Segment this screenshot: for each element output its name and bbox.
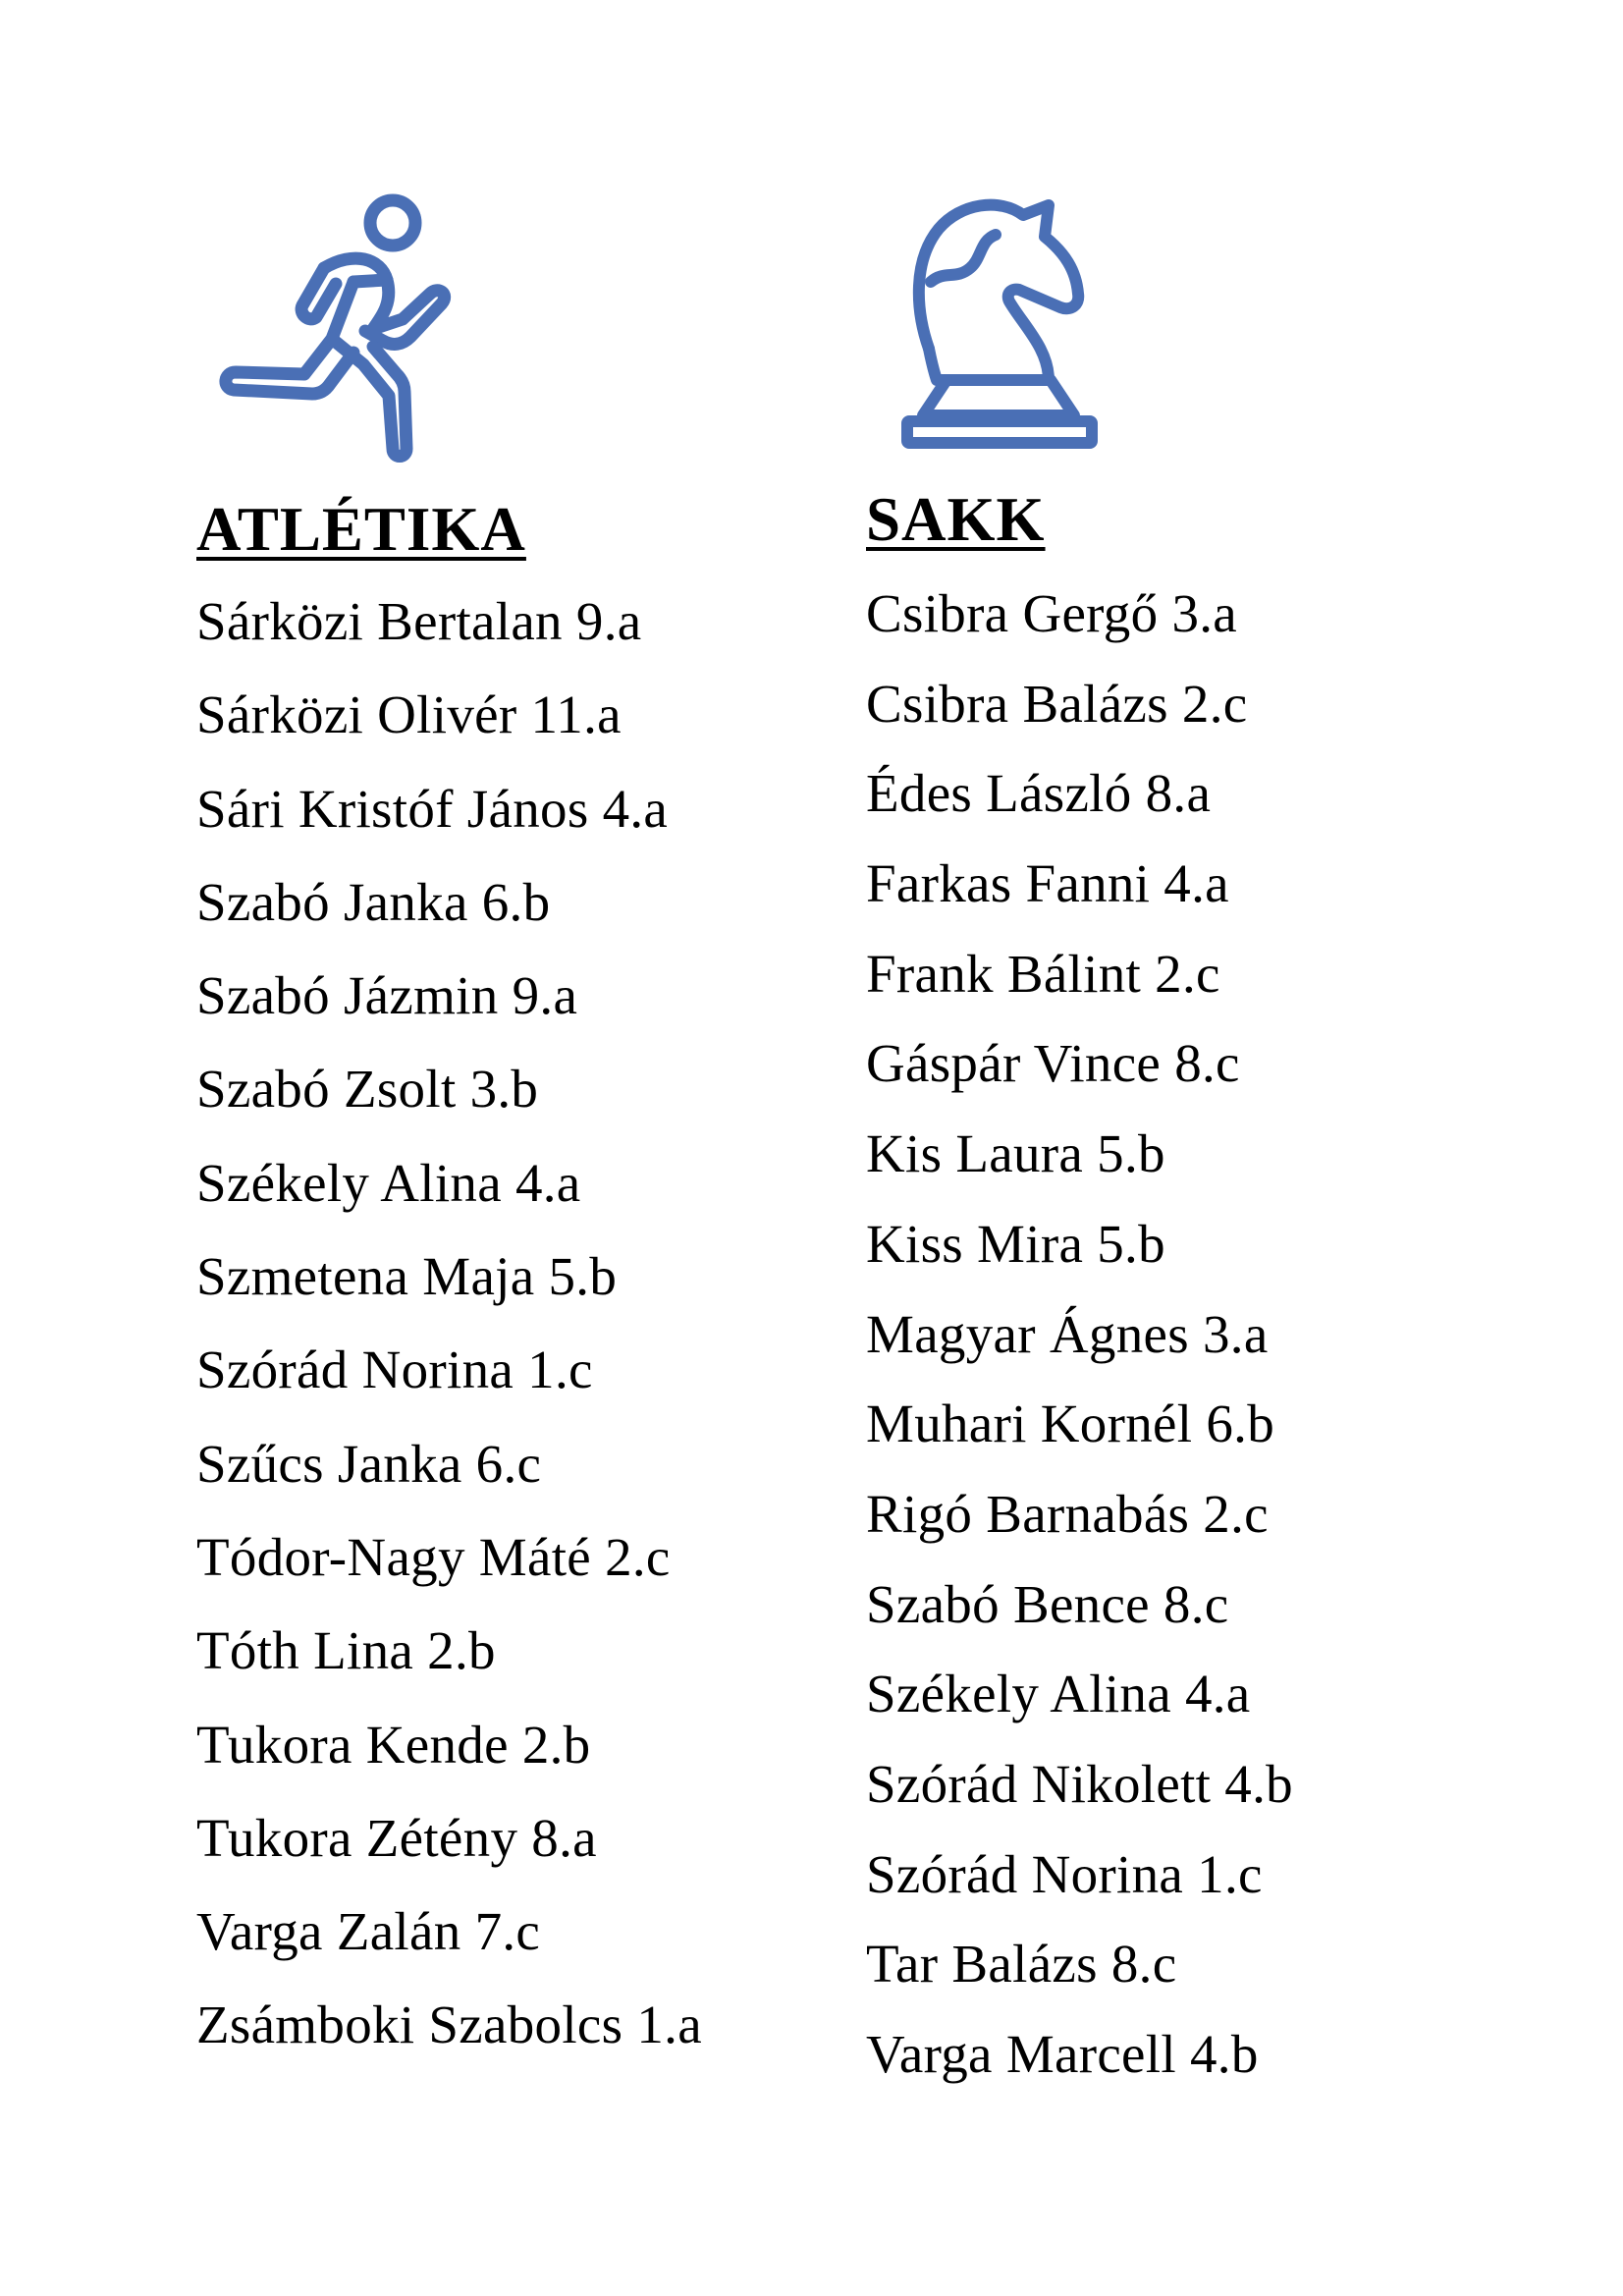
- list-item: Szűcs Janka 6.c: [196, 1433, 542, 1494]
- list-item: Zsámboki Szabolcs 1.a: [196, 1995, 702, 2055]
- list-item: Sárközi Olivér 11.a: [196, 684, 622, 745]
- list-item: Kiss Mira 5.b: [866, 1213, 1165, 1274]
- list-item: Kis Laura 5.b: [866, 1123, 1165, 1184]
- list-item: Csibra Gergő 3.a: [866, 583, 1238, 643]
- list-item: Szabó Zsolt 3.b: [196, 1059, 539, 1120]
- list-item: Tukora Kende 2.b: [196, 1714, 591, 1775]
- list-item: Szórád Norina 1.c: [866, 1843, 1263, 1904]
- list-item: Tar Balázs 8.c: [866, 1934, 1177, 1995]
- chess-name-list: [866, 581, 1293, 2112]
- list-item: Farkas Fanni 4.a: [866, 853, 1229, 914]
- list-item: Tukora Zétény 8.a: [196, 1807, 597, 1868]
- athletics-heading: ATLÉTIKA: [196, 495, 526, 564]
- list-item: Szórád Norina 1.c: [196, 1339, 593, 1400]
- list-item: Szórád Nikolett 4.b: [866, 1753, 1293, 1814]
- list-item: Sárközi Bertalan 9.a: [196, 591, 642, 651]
- list-item: Tóth Lina 2.b: [196, 1620, 496, 1681]
- chess-knight-icon: [901, 191, 1098, 457]
- list-item: Magyar Ágnes 3.a: [866, 1303, 1269, 1364]
- chess-heading: SAKK: [866, 485, 1046, 554]
- athletics-name-list: [196, 589, 702, 2087]
- list-item: Szabó Janka 6.b: [196, 871, 551, 932]
- list-item: Székely Alina 4.a: [866, 1664, 1251, 1724]
- list-item: Csibra Balázs 2.c: [866, 673, 1248, 734]
- runner-icon: [206, 191, 461, 466]
- list-item: Sári Kristóf János 4.a: [196, 778, 669, 839]
- list-item: Székely Alina 4.a: [196, 1152, 581, 1213]
- list-item: Muhari Kornél 6.b: [866, 1394, 1274, 1454]
- list-item: Frank Bálint 2.c: [866, 943, 1220, 1004]
- list-item: Szabó Jázmin 9.a: [196, 965, 578, 1026]
- list-item: Varga Marcell 4.b: [866, 2024, 1259, 2084]
- list-item: Varga Zalán 7.c: [196, 1901, 541, 1962]
- list-item: Tódor-Nagy Máté 2.c: [196, 1526, 671, 1587]
- list-item: Szabó Bence 8.c: [866, 1573, 1229, 1634]
- list-item: Édes László 8.a: [866, 763, 1212, 824]
- list-item: Rigó Barnabás 2.c: [866, 1483, 1269, 1544]
- list-item: Gáspár Vince 8.c: [866, 1033, 1240, 1094]
- list-item: Szmetena Maja 5.b: [196, 1246, 618, 1307]
